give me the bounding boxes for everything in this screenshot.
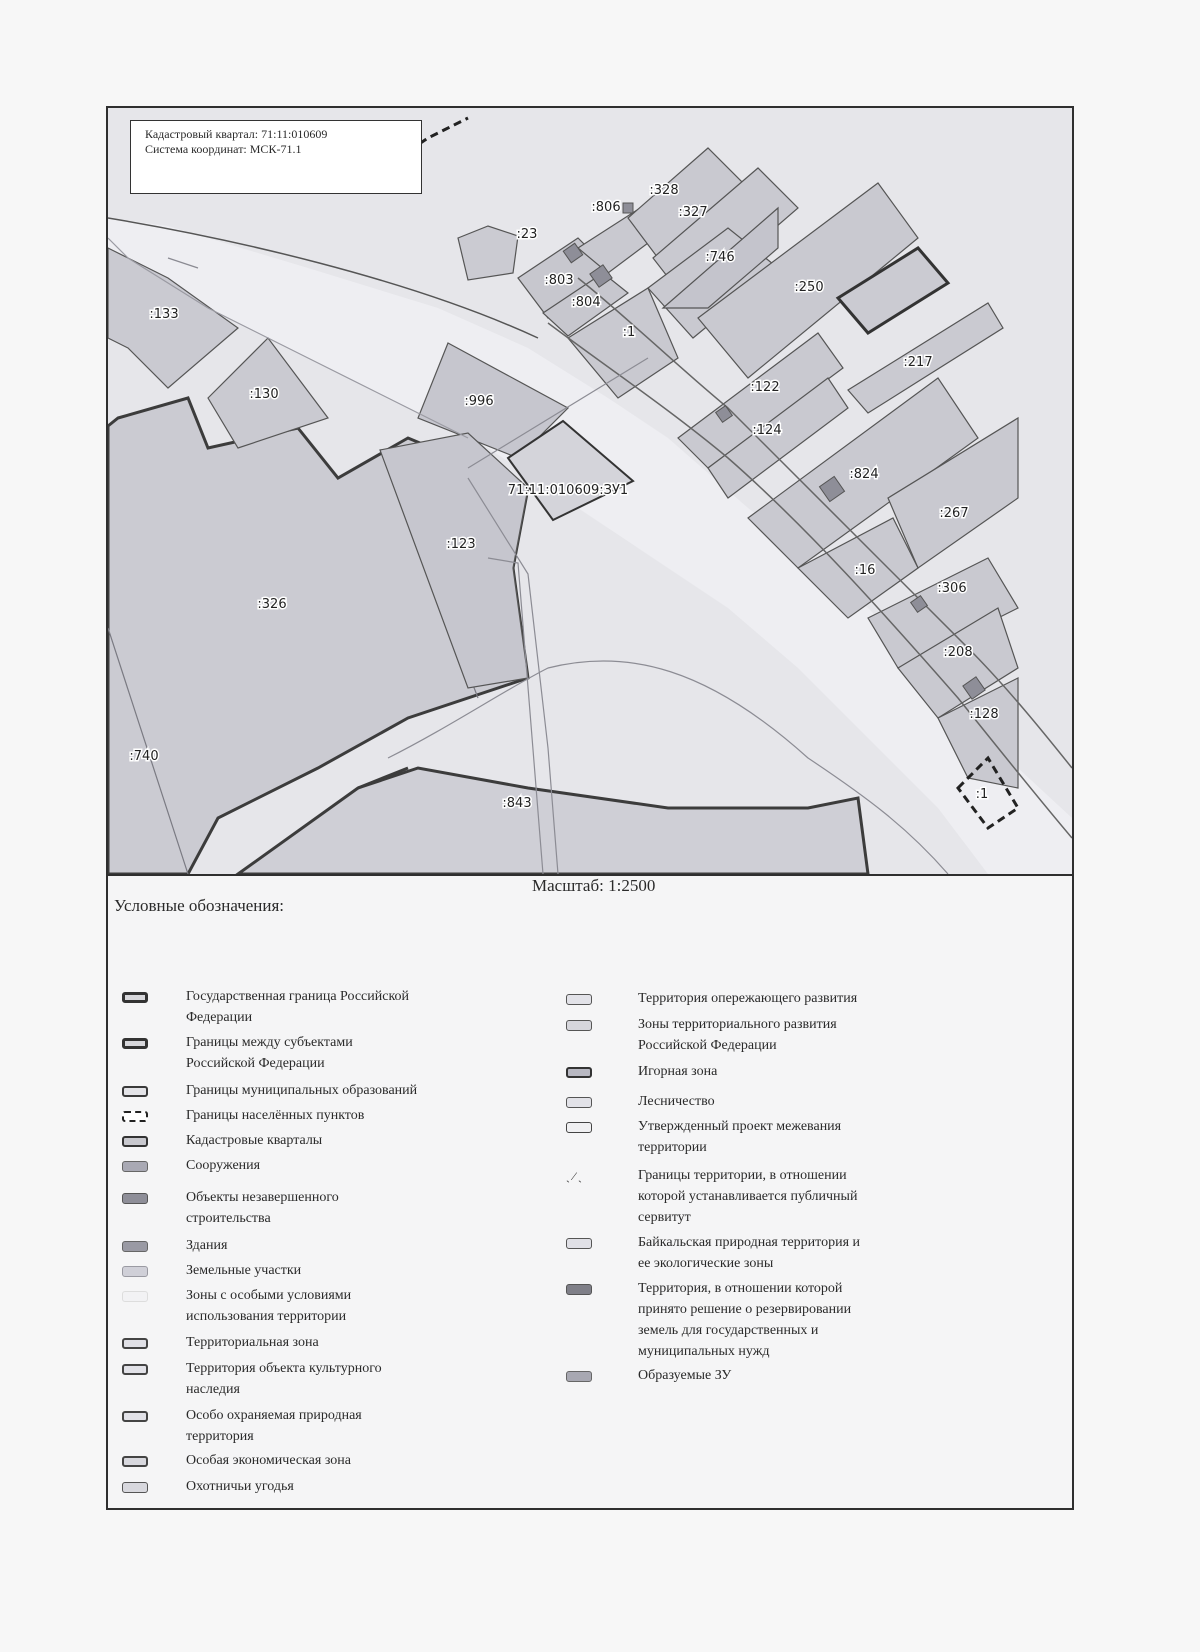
map-scale: Масштаб: 1:2500 [532,876,656,895]
legend-item-label [638,1165,857,1228]
legend-item-label [186,1155,260,1176]
parcel-label-128[interactable]: :128 [969,707,999,722]
legend-item-label [186,1032,353,1074]
parcel-label-133[interactable]: :133 [149,307,179,322]
legend-label-line: Кадастровые кварталы [186,1133,323,1148]
legend-label-line: использования территории [186,1309,347,1324]
buildings-symbol-icon [122,1241,148,1252]
structures-symbol-icon [122,1161,148,1172]
legend-label-line: Границы населённых пунктов [186,1108,365,1123]
legend-label-line: Охотничьи угодья [186,1479,294,1494]
document-sheet [106,106,1074,1510]
parcel-label-1[interactable]: :1 [622,325,636,340]
legend-label-line: Особая экономическая зона [186,1453,351,1468]
baikal-territory-symbol-icon [566,1238,592,1249]
parcel-label-803[interactable]: :803 [544,273,574,288]
legend-item-label [186,1285,351,1327]
legend-item-label [638,988,857,1009]
gambling-zone-symbol-icon [566,1067,592,1078]
legend-label-line: наследия [186,1382,240,1397]
legend-left-column [122,942,562,1502]
parcel-label-130[interactable]: :130 [249,387,279,402]
legend-label-line: Территория, в отношении которой [638,1281,843,1296]
legend-item-label [186,1476,294,1497]
legend-label-line: Территория объекта культурного [186,1361,382,1376]
legend-item-label [186,1358,382,1400]
legend-item-label [186,1405,362,1447]
parcel-label-327[interactable]: :327 [678,205,708,220]
parcel-label-zu1[interactable]: 71:11:010609:ЗУ1 [507,483,629,498]
legend-label-line: Байкальская природная территория и [638,1235,861,1250]
legend-label-line: Образуемые ЗУ [638,1368,732,1383]
state-border-symbol-icon [122,992,148,1003]
legend-label-line: земель для государственных и [638,1323,819,1338]
advanced-development-symbol-icon [566,994,592,1005]
parcel-label-217[interactable]: :217 [903,355,933,370]
public-servitude-symbol-icon: ˏ ⁄ ˎ [566,1169,582,1183]
cadastral-quarter-symbol-icon [122,1136,148,1147]
parcel-label-996[interactable]: :996 [464,394,494,409]
hunting-grounds-symbol-icon [122,1482,148,1493]
cadastral-quarter-text: Кадастровый квартал: 71:11:010609 [145,127,328,141]
coordinate-system-text: Система координат: МСК-71.1 [145,142,302,156]
legend-label-line: Зоны с особыми условиями [186,1288,352,1303]
legend-right-column [566,942,1066,1502]
legend-label-line: Федерации [186,1010,253,1025]
legend-label-line: территория [186,1429,254,1444]
municipal-border-symbol-icon [122,1086,148,1097]
legend-item-label [638,1091,715,1112]
parcel-label-124[interactable]: :124 [752,423,782,438]
legend-item-label [638,1278,851,1362]
legend-label-line: муниципальных нужд [638,1344,770,1359]
parcel-label-804[interactable]: :804 [571,295,601,310]
legend-item-label [638,1365,731,1386]
legend-item-label [186,1235,227,1256]
territorial-development-symbol-icon [566,1020,592,1031]
legend-label-line: Игорная зона [638,1064,718,1079]
legend-label-line: которой устанавливается публичный [638,1189,858,1204]
legend-item-label [638,1061,717,1082]
parcel-label-843[interactable]: :843 [502,796,532,811]
map-info-box [130,120,422,194]
legend-label-line: принято решение о резервировании [638,1302,852,1317]
parcel-label-250[interactable]: :250 [794,280,824,295]
unfinished-construction-symbol-icon [122,1193,148,1204]
legend-item-label [186,1260,301,1281]
parcel-label-740[interactable]: :740 [129,749,159,764]
legend-label-line: Утвержденный проект межевания [638,1119,842,1134]
legend-label-line: Российской Федерации [638,1038,777,1053]
legend-item-label [186,986,409,1028]
legend-label-line: Территориальная зона [186,1335,319,1350]
legend-label-line: Здания [186,1238,228,1253]
legend-item-label [638,1232,860,1274]
legend-label-line: Особо охраняемая природная [186,1408,362,1423]
legend-label-line: Границы территории, в отношении [638,1168,847,1183]
parcel-label-746[interactable]: :746 [705,250,735,265]
parcel-label-306[interactable]: :306 [937,581,967,596]
legend-label-line: Границы муниципальных образований [186,1083,418,1098]
cultural-heritage-symbol-icon [122,1364,148,1375]
parcel-label-122[interactable]: :122 [750,380,780,395]
subject-border-symbol-icon [122,1038,148,1049]
parcel-label-123[interactable]: :123 [446,537,476,552]
land-survey-project-symbol-icon [566,1122,592,1133]
legend-item-label [186,1332,319,1353]
legend-label-line: Объекты незавершенного [186,1190,339,1205]
legend-label-line: строительства [186,1211,271,1226]
settlement-border-symbol-icon [122,1111,148,1122]
legend-label-line: Земельные участки [186,1263,302,1278]
parcel-label-326[interactable]: :326 [257,597,287,612]
legend-item-label [186,1105,364,1126]
land-plots-symbol-icon [122,1266,148,1277]
protected-area-symbol-icon [122,1411,148,1422]
legend-label-line: сервитут [638,1210,691,1225]
parcel-label-328[interactable]: :328 [649,183,679,198]
legend-label-line: Границы между субъектами [186,1035,353,1050]
legend-label-line: Зоны территориального развития [638,1017,837,1032]
legend-item-label [638,1116,841,1158]
economic-zone-symbol-icon [122,1456,148,1467]
legend-item-label [638,1014,837,1056]
parcel-label-806[interactable]: :806 [591,200,621,215]
map-view[interactable] [108,108,1072,876]
parcel-label-16[interactable]: :16 [854,563,876,578]
legend-label-line: территории [638,1140,707,1155]
territorial-zone-symbol-icon [122,1338,148,1349]
legend-item-label [186,1450,351,1471]
parcel-label-1-south[interactable]: :1 [975,787,989,802]
legend-label-line: Территория опережающего развития [638,991,858,1006]
reserved-lands-symbol-icon [566,1284,592,1295]
cadastral-map[interactable] [108,108,1072,874]
legend-label-line: ее экологические зоны [638,1256,774,1271]
legend-label-line: Государственная граница Российской [186,989,410,1004]
legend-title: Условные обозначения: [114,896,285,915]
legend-label-line: Сооружения [186,1158,261,1173]
legend-label-line: Лесничество [638,1094,715,1109]
legend-item-label [186,1130,322,1151]
forming-plots-symbol-icon [566,1371,592,1382]
parcel-label-23[interactable]: :23 [516,227,538,242]
legend-item-label [186,1187,339,1229]
parcel-label-267[interactable]: :267 [939,506,969,521]
legend-item-label [186,1080,417,1101]
forestry-symbol-icon [566,1097,592,1108]
parcel-label-824[interactable]: :824 [849,467,879,482]
parcel-label-208[interactable]: :208 [943,645,973,660]
special-zones-symbol-icon [122,1291,148,1302]
legend-label-line: Российской Федерации [186,1056,325,1071]
